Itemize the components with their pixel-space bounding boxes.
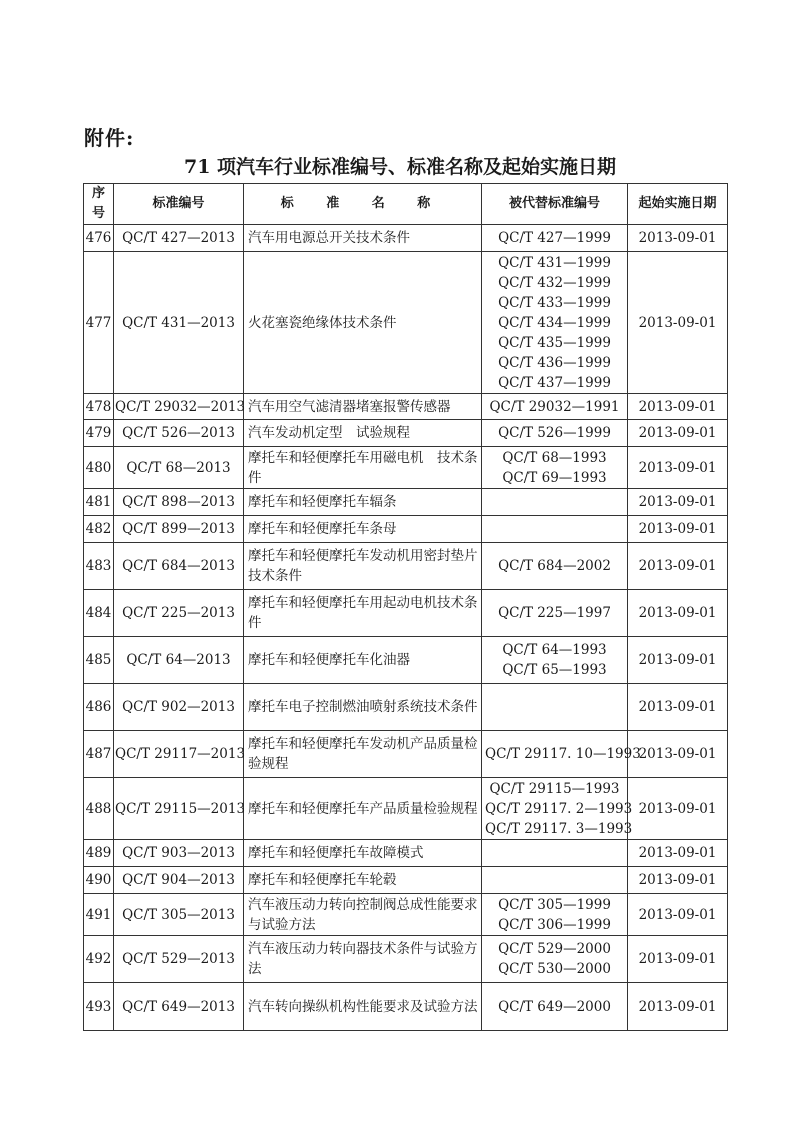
- replaced-code: QC/T 530—2000: [498, 961, 611, 977]
- replaced-code: QC/T 433—1999: [498, 294, 611, 311]
- table-body: [84, 225, 728, 1031]
- cell-seq: 483: [84, 543, 114, 590]
- column-header-name: 标 准 名 称: [244, 184, 482, 225]
- replaced-code: QC/T 29117. 3—1993: [485, 820, 633, 837]
- replaced-code: QC/T 684—2002: [498, 558, 611, 574]
- replaced-code: QC/T 69—1993: [502, 469, 607, 486]
- cell-seq: 493: [84, 983, 114, 1031]
- cell-date: 2013-09-01: [628, 252, 728, 394]
- replaced-code: QC/T 432—1999: [498, 274, 611, 291]
- cell-name: 汽车用电源总开关技术条件: [244, 225, 482, 252]
- table-row: [84, 778, 728, 840]
- cell-code: QC/T 684—2013: [114, 543, 244, 590]
- cell-seq: 476: [84, 225, 114, 252]
- cell-date: 2013-09-01: [628, 637, 728, 684]
- cell-seq: 492: [84, 936, 114, 983]
- cell-code: QC/T 902—2013: [114, 684, 244, 731]
- cell-replaced: [482, 840, 628, 867]
- cell-seq: 491: [84, 894, 114, 936]
- cell-date: 2013-09-01: [628, 489, 728, 516]
- cell-replaced: [482, 936, 628, 983]
- cell-replaced: [482, 447, 628, 489]
- cell-name: 汽车发动机定型 试验规程: [244, 420, 482, 447]
- cell-name: 摩托车和轻便摩托车故障模式: [244, 840, 482, 867]
- table-row: [84, 684, 728, 731]
- cell-seq: 480: [84, 447, 114, 489]
- table-row: [84, 867, 728, 894]
- replaced-code: QC/T 29117. 2—1993: [485, 800, 633, 817]
- cell-date: 2013-09-01: [628, 684, 728, 731]
- cell-name: 汽车转向操纵机构性能要求及试验方法: [244, 983, 482, 1031]
- cell-date: 2013-09-01: [628, 983, 728, 1031]
- table-row: [84, 516, 728, 543]
- replaced-code: QC/T 529—2000: [498, 941, 611, 957]
- cell-date: 2013-09-01: [628, 590, 728, 637]
- cell-name: 摩托车和轻便摩托车条母: [244, 516, 482, 543]
- cell-name: 汽车用空气滤清器堵塞报警传感器: [244, 394, 482, 420]
- replaced-code: QC/T 29115—1993: [489, 780, 620, 797]
- table-row: [84, 894, 728, 936]
- cell-replaced: [482, 489, 628, 516]
- cell-seq: 490: [84, 867, 114, 894]
- cell-code: QC/T 29117—2013: [114, 731, 244, 778]
- cell-code: QC/T 898—2013: [114, 489, 244, 516]
- column-header-code: 标准编号: [114, 184, 244, 225]
- cell-replaced: [482, 867, 628, 894]
- table-row: [84, 489, 728, 516]
- cell-code: QC/T 431—2013: [114, 252, 244, 394]
- replaced-code: QC/T 434—1999: [498, 314, 611, 331]
- replaced-code: QC/T 427—1999: [498, 230, 611, 246]
- replaced-code: QC/T 649—2000: [498, 998, 611, 1015]
- cell-name: 摩托车和轻便摩托车发动机用密封垫片技术条件: [244, 543, 482, 590]
- cell-seq: 489: [84, 840, 114, 867]
- replaced-code: QC/T 29032—1991: [489, 398, 620, 415]
- cell-date: 2013-09-01: [628, 516, 728, 543]
- cell-date: 2013-09-01: [628, 936, 728, 983]
- cell-replaced: [482, 543, 628, 590]
- cell-code: QC/T 904—2013: [114, 867, 244, 894]
- table-row: [84, 840, 728, 867]
- replaced-code: QC/T 431—1999: [498, 254, 611, 271]
- cell-seq: 486: [84, 684, 114, 731]
- cell-date: 2013-09-01: [628, 394, 728, 420]
- cell-code: QC/T 64—2013: [114, 637, 244, 684]
- cell-name: 摩托车和轻便摩托车用磁电机 技术条件: [244, 447, 482, 489]
- cell-code: QC/T 529—2013: [114, 936, 244, 983]
- cell-replaced: [482, 684, 628, 731]
- cell-name: 摩托车和轻便摩托车化油器: [244, 637, 482, 684]
- cell-code: QC/T 903—2013: [114, 840, 244, 867]
- document-title: 71 项汽车行业标准编号、标准名称及起始实施日期: [183, 156, 617, 178]
- cell-code: QC/T 526—2013: [114, 420, 244, 447]
- cell-date: 2013-09-01: [628, 543, 728, 590]
- cell-date: 2013-09-01: [628, 867, 728, 894]
- column-header-date: 起始实施日期: [628, 184, 728, 225]
- table-row: [84, 543, 728, 590]
- attachment-label: 附件:: [84, 126, 135, 150]
- table-row: [84, 637, 728, 684]
- replaced-code: QC/T 68—1993: [502, 449, 607, 466]
- table-row: [84, 731, 728, 778]
- cell-date: 2013-09-01: [628, 778, 728, 840]
- cell-replaced: [482, 225, 628, 252]
- cell-replaced: [482, 637, 628, 684]
- cell-seq: 488: [84, 778, 114, 840]
- cell-date: 2013-09-01: [628, 840, 728, 867]
- table-row: [84, 225, 728, 252]
- cell-replaced: [482, 731, 641, 778]
- cell-date: 2013-09-01: [628, 225, 728, 252]
- column-header-replaced: 被代替标准编号: [482, 184, 628, 225]
- table-row: [84, 394, 728, 420]
- cell-replaced: [482, 516, 628, 543]
- cell-code: QC/T 68—2013: [114, 447, 244, 489]
- cell-seq: 484: [84, 590, 114, 637]
- cell-code: QC/T 305—2013: [114, 894, 244, 936]
- cell-name: 摩托车和轻便摩托车辐条: [244, 489, 482, 516]
- standards-table: [83, 183, 728, 1031]
- cell-seq: 481: [84, 489, 114, 516]
- cell-replaced: [482, 420, 628, 447]
- cell-code: QC/T 29115—2013: [114, 778, 244, 840]
- replaced-code: QC/T 29117. 10—1993: [485, 746, 641, 762]
- cell-replaced: [482, 590, 628, 637]
- cell-name: 汽车液压动力转向控制阀总成性能要求与试验方法: [244, 894, 482, 936]
- cell-name: 摩托车电子控制燃油喷射系统技术条件: [244, 684, 482, 731]
- cell-date: 2013-09-01: [628, 731, 728, 778]
- cell-seq: 478: [84, 394, 114, 420]
- replaced-code: QC/T 225—1997: [498, 605, 611, 621]
- table-row: [84, 590, 728, 637]
- replaced-code: QC/T 305—1999: [498, 896, 611, 913]
- cell-date: 2013-09-01: [628, 894, 728, 936]
- table-row: [84, 983, 728, 1031]
- cell-name: 火花塞瓷绝缘体技术条件: [244, 252, 482, 394]
- table-row: [84, 447, 728, 489]
- table-header: [84, 184, 728, 225]
- replaced-code: QC/T 436—1999: [498, 354, 611, 371]
- cell-code: QC/T 649—2013: [114, 983, 244, 1031]
- cell-date: 2013-09-01: [628, 420, 728, 447]
- table-row: [84, 936, 728, 983]
- cell-seq: 487: [84, 731, 114, 778]
- cell-code: QC/T 427—2013: [114, 225, 244, 252]
- cell-date: 2013-09-01: [628, 447, 728, 489]
- cell-replaced: [482, 394, 628, 420]
- cell-replaced: [482, 894, 628, 936]
- table-row: [84, 252, 728, 394]
- cell-name: 摩托车和轻便摩托车发动机产品质量检验规程: [244, 731, 482, 778]
- replaced-code: QC/T 64—1993: [502, 642, 607, 658]
- cell-seq: 485: [84, 637, 114, 684]
- cell-seq: 479: [84, 420, 114, 447]
- cell-code: QC/T 899—2013: [114, 516, 244, 543]
- cell-replaced: [482, 778, 633, 840]
- cell-code: QC/T 225—2013: [114, 590, 244, 637]
- cell-seq: 477: [84, 252, 114, 394]
- cell-name: 汽车液压动力转向器技术条件与试验方法: [244, 936, 482, 983]
- replaced-code: QC/T 437—1999: [498, 374, 611, 391]
- cell-seq: 482: [84, 516, 114, 543]
- cell-name: 摩托车和轻便摩托车用起动电机技术条件: [244, 590, 482, 637]
- cell-replaced: [482, 983, 628, 1031]
- cell-name: 摩托车和轻便摩托车产品质量检验规程: [244, 778, 482, 840]
- replaced-code: QC/T 65—1993: [502, 662, 607, 678]
- replaced-code: QC/T 306—1999: [498, 916, 611, 933]
- replaced-code: QC/T 526—1999: [498, 425, 611, 441]
- cell-name: 摩托车和轻便摩托车轮毂: [244, 867, 482, 894]
- table-row: [84, 420, 728, 447]
- cell-code: QC/T 29032—2013: [114, 394, 244, 420]
- column-header-seq: 序号: [84, 184, 114, 225]
- replaced-code: QC/T 435—1999: [498, 334, 611, 351]
- cell-replaced: [482, 252, 628, 394]
